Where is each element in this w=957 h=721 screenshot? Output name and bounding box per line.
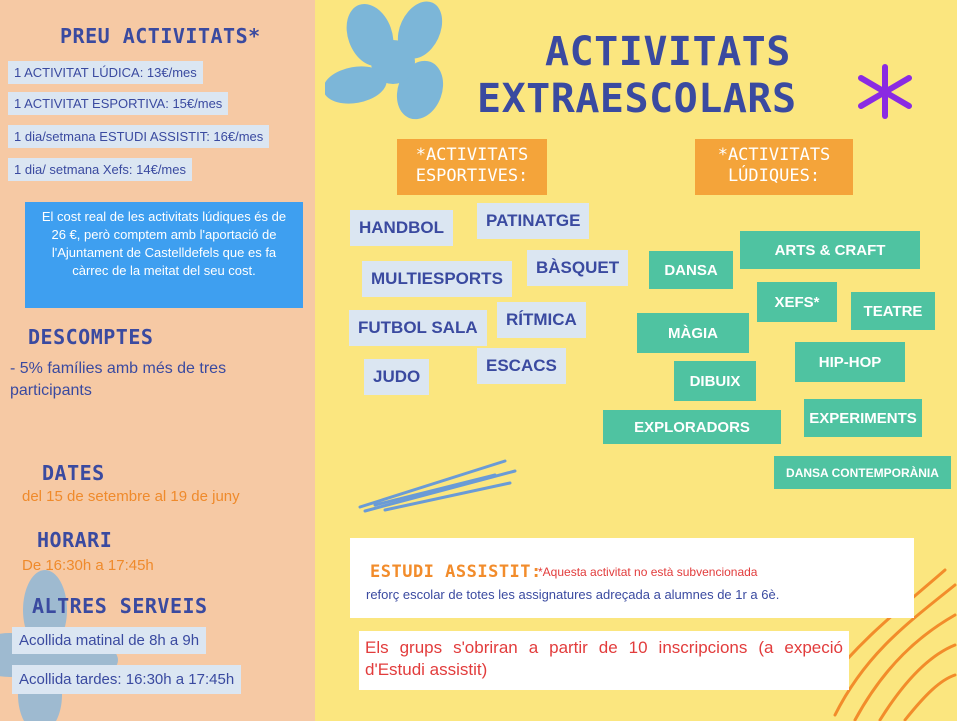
sport-basquet: BÀSQUET	[527, 250, 628, 286]
sport-escacs: ESCACS	[477, 348, 566, 384]
service-afternoon: Acollida tardes: 16:30h a 17:45h	[12, 665, 241, 694]
discounts-title: DESCOMPTES	[28, 325, 154, 349]
main-title-line2: EXTRAESCOLARS	[477, 76, 797, 122]
other-services-title: ALTRES SERVEIS	[32, 594, 208, 618]
ludic-arts-craft: ARTS & CRAFT	[740, 231, 920, 269]
ludic-heading-line1: *ACTIVITATS	[717, 145, 831, 165]
sport-multiesports: MULTIESPORTS	[362, 261, 512, 297]
ludic-heading-line2: LÚDIQUES:	[727, 166, 821, 186]
price-sport: 1 ACTIVITAT ESPORTIVA: 15€/mes	[8, 92, 228, 115]
schedule-text: De 16:30h a 17:45h	[22, 557, 154, 574]
price-ludic: 1 ACTIVITAT LÚDICA: 13€/mes	[8, 61, 203, 84]
prices-title: PREU ACTIVITATS*	[60, 24, 261, 48]
ludic-magia: MÀGIA	[637, 313, 749, 353]
scribble-decoration-icon	[355, 455, 520, 515]
study-note: *Aquesta activitat no està subvencionada	[538, 565, 758, 579]
sports-heading-line1: *ACTIVITATS	[415, 145, 529, 165]
sports-heading	[397, 139, 547, 195]
discounts-text: - 5% famílies amb més de tres participants	[10, 360, 227, 399]
main-title-line1: ACTIVITATS	[545, 29, 791, 75]
dates-text: del 15 de setembre al 19 de juny	[22, 488, 240, 505]
ludic-dansa: DANSA	[649, 251, 733, 289]
sport-handbol: HANDBOL	[350, 210, 453, 246]
ludic-teatre: TEATRE	[851, 292, 935, 330]
groups-note-card	[359, 631, 849, 690]
dates-title: DATES	[42, 461, 105, 485]
star-icon	[855, 64, 915, 119]
groups-note-text: Els grups s'obriran a partir de 10 inscripcions (a expeció d'Estudi assistit)	[365, 638, 843, 679]
sport-futbol-sala: FUTBOL SALA	[349, 310, 487, 346]
ludic-exploradors: EXPLORADORS	[603, 410, 781, 444]
schedule-title: HORARI	[37, 528, 113, 552]
sport-ritmica: RÍTMICA	[497, 302, 586, 338]
sports-heading-line2: ESPORTIVES:	[415, 166, 529, 186]
ludic-heading	[695, 139, 853, 195]
ludic-dibuix: DIBUIX	[674, 361, 756, 401]
ludic-dansa-contemporania: DANSA CONTEMPORÀNIA	[774, 456, 951, 489]
study-card	[350, 538, 914, 618]
price-xefs: 1 dia/ setmana Xefs: 14€/mes	[8, 158, 192, 181]
ludic-experiments: EXPERIMENTS	[804, 399, 922, 437]
study-text: reforç escolar de totes les assignatures adreçada a alumnes de 1r a 6è.	[366, 587, 780, 602]
cost-note: El cost real de les activitats lúdiques és de 26 €, però comptem amb l'aportació de l'Ajuntament de Castelldefels que es fa càrrec de la meitat del seu cost.	[25, 202, 303, 308]
flower-decoration-icon	[325, 0, 465, 130]
ludic-xefs: XEFS*	[757, 282, 837, 322]
service-morning: Acollida matinal de 8h a 9h	[12, 627, 206, 654]
right-panel	[315, 0, 957, 721]
ludic-hip-hop: HIP-HOP	[795, 342, 905, 382]
sport-judo: JUDO	[364, 359, 429, 395]
sport-patinatge: PATINATGE	[477, 203, 589, 239]
price-study: 1 dia/setmana ESTUDI ASSISTIT: 16€/mes	[8, 125, 269, 148]
study-title: ESTUDI ASSISTIT:	[370, 562, 542, 582]
left-panel	[0, 0, 315, 721]
